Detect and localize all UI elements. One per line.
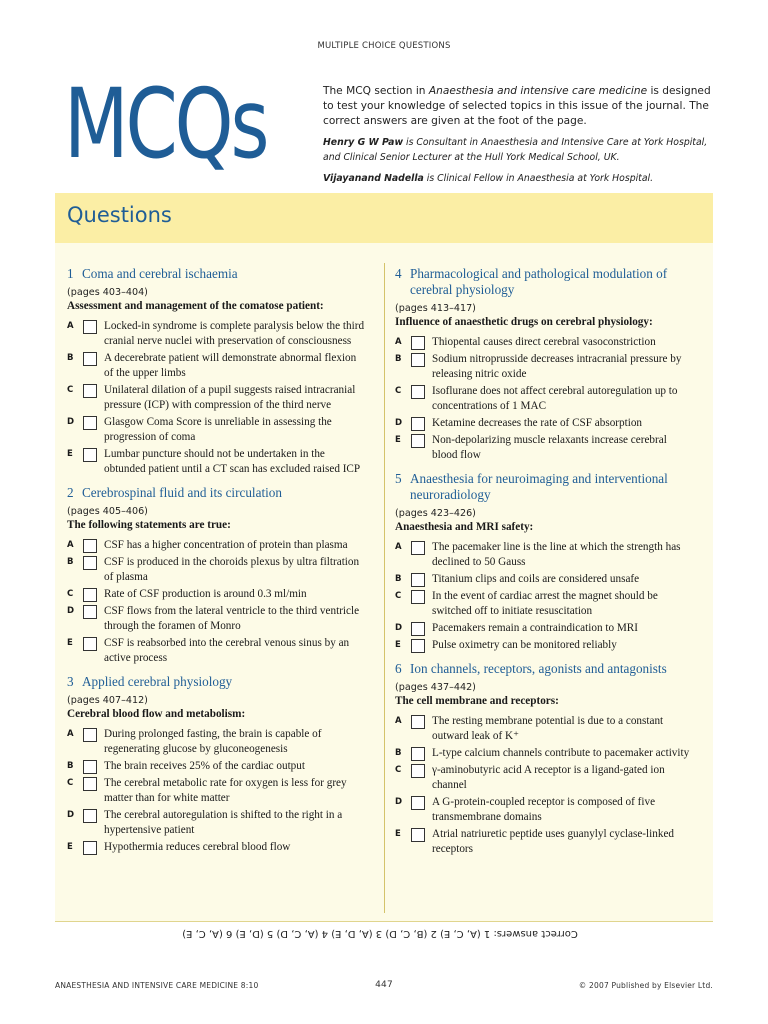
option-text: The resting membrane potential is due to a constant outward leak of K⁺	[432, 715, 664, 742]
option-text: Thiopental causes direct cerebral vasoconstriction	[432, 336, 656, 348]
option-row	[67, 319, 367, 349]
option-letter: C	[395, 765, 402, 775]
left-column	[67, 266, 367, 863]
option-row	[395, 335, 695, 350]
option-row	[395, 416, 695, 431]
option-row	[67, 808, 367, 838]
answer-checkbox[interactable]	[411, 573, 425, 587]
answer-checkbox[interactable]	[83, 384, 97, 398]
option-letter: D	[67, 810, 75, 820]
option-row	[395, 589, 695, 619]
question-section-5	[395, 471, 695, 653]
option-text: In the event of cardiac arrest the magnet should be switched off to initiate resuscitation	[432, 590, 658, 617]
option-row	[67, 604, 367, 634]
answer-checkbox[interactable]	[411, 336, 425, 350]
question-section-6	[395, 661, 695, 857]
option-row	[67, 555, 367, 585]
section-title-text: Cerebrospinal fluid and its circulation	[82, 485, 282, 500]
answer-checkbox[interactable]	[411, 417, 425, 431]
option-row	[67, 759, 367, 774]
answer-checkbox[interactable]	[411, 764, 425, 778]
option-row	[67, 383, 367, 413]
answer-checkbox[interactable]	[83, 777, 97, 791]
running-head: MULTIPLE CHOICE QUESTIONS	[317, 41, 451, 51]
answer-checkbox[interactable]	[411, 541, 425, 555]
section-pages: (pages 437–442)	[395, 682, 476, 693]
option-letter: C	[395, 386, 402, 396]
answer-checkbox[interactable]	[411, 796, 425, 810]
option-text: A decerebrate patient will demonstrate abnormal flexion of the upper limbs	[104, 352, 357, 379]
option-row	[67, 447, 367, 477]
option-letter: B	[67, 761, 74, 771]
option-row	[395, 714, 695, 744]
footer-journal: ANAESTHESIA AND INTENSIVE CARE MEDICINE 8:10	[55, 981, 259, 990]
answer-checkbox[interactable]	[411, 590, 425, 604]
right-column	[395, 266, 695, 865]
answer-checkbox[interactable]	[83, 416, 97, 430]
section-pages: (pages 405–406)	[67, 506, 148, 517]
option-text: CSF flows from the lateral ventricle to the third ventricle through the foramen of Monro	[104, 605, 360, 632]
option-row	[395, 638, 695, 653]
option-letter: A	[67, 321, 74, 331]
answer-checkbox[interactable]	[83, 556, 97, 570]
answer-checkbox[interactable]	[83, 539, 97, 553]
option-row	[395, 763, 695, 793]
option-letter: E	[67, 638, 73, 648]
option-letter: B	[67, 557, 74, 567]
section-title-text: Anaesthesia for neuroimaging and interventional neuroradiology	[410, 471, 668, 502]
intro-text: The MCQ section in Anaesthesia and intensive care medicine is designed to test your knowledge of selected topics in this issue of the journal. The correct answers are given at the foot of the page.	[323, 85, 711, 127]
question-stem: Influence of anaesthetic drugs on cerebral physiology:	[395, 316, 653, 328]
option-letter: D	[67, 606, 75, 616]
option-row	[67, 587, 367, 602]
section-title	[67, 485, 367, 501]
option-text: Ketamine decreases the rate of CSF absorption	[432, 417, 643, 429]
option-letter: E	[395, 435, 401, 445]
answer-checkbox[interactable]	[411, 622, 425, 636]
option-row	[67, 415, 367, 445]
answer-checkbox[interactable]	[83, 728, 97, 742]
option-text: Locked-in syndrome is complete paralysis below the third cranial nerve nuclei with preservation of consciousness	[104, 320, 365, 347]
option-letter: A	[395, 542, 402, 552]
correct-answers-strip	[55, 921, 713, 949]
answer-checkbox[interactable]	[83, 841, 97, 855]
section-pages: (pages 413–417)	[395, 303, 476, 314]
answer-checkbox[interactable]	[411, 434, 425, 448]
answer-checkbox[interactable]	[411, 747, 425, 761]
option-row	[395, 746, 695, 761]
option-letter: E	[395, 640, 401, 650]
option-letter: E	[67, 842, 73, 852]
section-pages: (pages 403–404)	[67, 287, 148, 298]
section-title-text: Pharmacological and pathological modulation of cerebral physiology	[410, 266, 668, 297]
option-letter: B	[395, 354, 402, 364]
section-title	[395, 471, 695, 503]
option-row	[395, 795, 695, 825]
option-text: Glasgow Coma Score is unreliable in assessing the progression of coma	[104, 416, 332, 443]
footer-copyright: © 2007 Published by Elsevier Ltd.	[578, 981, 713, 990]
option-text: Pacemakers remain a contraindication to MRI	[432, 622, 638, 634]
option-letter: A	[67, 540, 74, 550]
answer-checkbox[interactable]	[411, 639, 425, 653]
question-stem: Cerebral blood flow and metabolism:	[67, 708, 246, 720]
section-title	[395, 661, 695, 677]
section-number: 4	[395, 266, 402, 281]
answer-checkbox[interactable]	[83, 588, 97, 602]
option-text: The brain receives 25% of the cardiac output	[104, 760, 305, 772]
answer-checkbox[interactable]	[83, 448, 97, 462]
question-stem: The cell membrane and receptors:	[395, 695, 559, 707]
option-text: CSF is reabsorbed into the cerebral venous sinus by an active process	[104, 637, 350, 664]
option-text: Lumbar puncture should not be undertaken in the obtunded patient until a CT scan has excluded raised ICP	[104, 448, 361, 475]
journal-name: Anaesthesia and intensive care medicine	[428, 85, 648, 97]
option-text: Pulse oximetry can be monitored reliably	[432, 639, 617, 651]
section-title-text: Applied cerebral physiology	[82, 674, 233, 689]
option-row	[395, 433, 695, 463]
option-letter: D	[67, 417, 75, 427]
section-pages: (pages 423–426)	[395, 508, 476, 519]
option-letter: B	[395, 574, 402, 584]
option-letter: D	[395, 797, 403, 807]
answer-checkbox[interactable]	[83, 320, 97, 334]
question-stem: The following statements are true:	[67, 519, 231, 531]
option-row	[395, 540, 695, 570]
option-letter: D	[395, 623, 403, 633]
question-stem: Anaesthesia and MRI safety:	[395, 521, 534, 533]
section-title	[67, 674, 367, 690]
option-text: The pacemaker line is the line at which the strength has declined to 50 Gauss	[432, 541, 681, 568]
option-letter: A	[67, 729, 74, 739]
answer-checkbox[interactable]	[83, 352, 97, 366]
section-number: 3	[67, 674, 74, 689]
option-row	[395, 384, 695, 414]
option-letter: A	[395, 716, 402, 726]
section-number: 2	[67, 485, 74, 500]
option-letter: E	[67, 449, 73, 459]
question-section-1	[67, 266, 367, 477]
question-section-4	[395, 266, 695, 463]
option-row	[67, 351, 367, 381]
answer-checkbox[interactable]	[411, 385, 425, 399]
answer-checkbox[interactable]	[83, 809, 97, 823]
section-title-text: Ion channels, receptors, agonists and antagonists	[410, 661, 667, 676]
option-text: CSF is produced in the choroids plexus by ultra filtration of plasma	[104, 556, 360, 583]
correct-answers-text: Correct answers: 1 (A, C, E) 2 (B, C, D) 3 (A, D, E) 4 (A, C, D) 5 (D, E) 6 (A, C, E)	[182, 928, 578, 939]
option-letter: C	[395, 591, 402, 601]
option-row	[395, 827, 695, 857]
option-text: Isoflurane does not affect cerebral autoregulation up to concentrations of 1 MAC	[432, 385, 678, 412]
option-text: CSF has a higher concentration of protein than plasma	[104, 539, 348, 551]
option-text: The cerebral metabolic rate for oxygen is less for grey matter than for white matter	[104, 777, 347, 804]
option-row	[67, 776, 367, 806]
author-1: Henry G W Paw is Consultant in Anaesthesia and Intensive Care at York Hospital, and Clinical Senior Lecturer at the Hull York Medical School, UK.	[323, 137, 708, 163]
option-row	[67, 840, 367, 855]
answer-checkbox[interactable]	[83, 760, 97, 774]
option-row	[67, 538, 367, 553]
option-text: During prolonged fasting, the brain is capable of regenerating glucose by gluconeogenesis	[104, 728, 322, 755]
option-text: Rate of CSF production is around 0.3 ml/min	[104, 588, 307, 600]
option-text: Atrial natriuretic peptide uses guanylyl cyclase-linked receptors	[432, 828, 675, 855]
option-letter: A	[395, 337, 402, 347]
answer-checkbox[interactable]	[83, 637, 97, 651]
author-2: Vijayanand Nadella is Clinical Fellow in Anaesthesia at York Hospital.	[323, 173, 654, 184]
option-text: Sodium nitroprusside decreases intracranial pressure by releasing nitric oxide	[432, 353, 682, 380]
option-letter: B	[395, 748, 402, 758]
section-pages: (pages 407–412)	[67, 695, 148, 706]
option-row	[395, 352, 695, 382]
option-text: Non-depolarizing muscle relaxants increase cerebral blood flow	[432, 434, 667, 461]
footer-page-number: 447	[375, 980, 393, 990]
section-number: 5	[395, 471, 402, 486]
option-letter: E	[395, 829, 401, 839]
section-title-text: Coma and cerebral ischaemia	[82, 266, 238, 281]
section-title	[67, 266, 367, 282]
answer-checkbox[interactable]	[411, 715, 425, 729]
option-letter: B	[67, 353, 74, 363]
option-row	[395, 621, 695, 636]
question-section-3	[67, 674, 367, 855]
questions-header	[55, 193, 713, 243]
option-row	[395, 572, 695, 587]
mcqs-logo: MCQs	[64, 68, 267, 180]
answer-checkbox[interactable]	[83, 605, 97, 619]
option-letter: C	[67, 778, 74, 788]
option-text: L-type calcium channels contribute to pacemaker activity	[432, 747, 690, 759]
question-stem: Assessment and management of the comatose patient:	[67, 300, 324, 312]
section-title	[395, 266, 695, 298]
option-text: Titanium clips and coils are considered unsafe	[432, 573, 640, 585]
answer-checkbox[interactable]	[411, 828, 425, 842]
section-number: 1	[67, 266, 74, 281]
option-text: Unilateral dilation of a pupil suggests raised intracranial pressure (ICP) with compression of the third nerve	[104, 384, 356, 411]
option-letter: D	[395, 418, 403, 428]
answer-checkbox[interactable]	[411, 353, 425, 367]
option-text: A G-protein-coupled receptor is composed of five transmembrane domains	[432, 796, 656, 823]
question-section-2	[67, 485, 367, 666]
option-row	[67, 727, 367, 757]
option-letter: C	[67, 589, 74, 599]
questions-heading: Questions	[67, 203, 172, 227]
option-row	[67, 636, 367, 666]
section-number: 6	[395, 661, 402, 676]
option-text: Hypothermia reduces cerebral blood flow	[104, 841, 291, 853]
column-divider	[384, 263, 385, 913]
intro-block	[323, 84, 723, 192]
option-letter: C	[67, 385, 74, 395]
option-text: The cerebral autoregulation is shifted to the right in a hypertensive patient	[104, 809, 343, 836]
option-text: γ-aminobutyric acid A receptor is a ligand-gated ion channel	[432, 764, 665, 791]
